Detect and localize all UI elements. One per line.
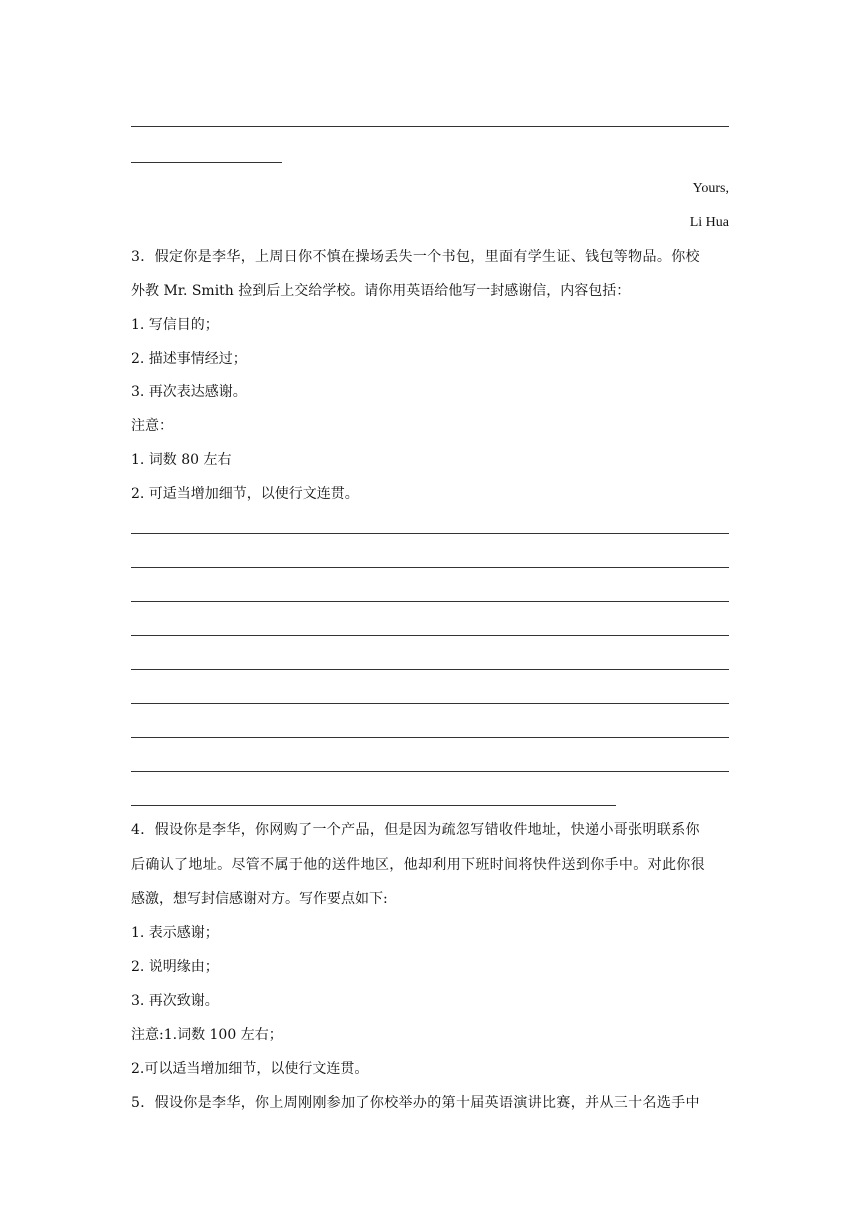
- q4-prompt-line-1: 4．假设你是李华，你网购了一个产品，但是因为疏忽写错收件地址，快递小哥张明联系你: [131, 822, 700, 838]
- q4-note-1: 注意:1.词数 100 左右；: [131, 1027, 283, 1043]
- q4-item-3: 3. 再次致谢。: [131, 993, 219, 1009]
- q4-item-2: 2. 说明缘由；: [131, 959, 219, 975]
- answer-line-short: [131, 805, 616, 806]
- q3-note-1: 1. 词数 80 左右: [131, 452, 232, 468]
- closing-name: Li Hua: [689, 215, 729, 230]
- q4-prompt-line-3: 感激，想写封信感谢对方。写作要点如下:: [131, 891, 388, 907]
- q3-note-label: 注意：: [131, 418, 173, 434]
- q4-note-2: 2.可以适当增加细节，以使行文连贯。: [131, 1061, 369, 1077]
- answer-line: [131, 126, 729, 127]
- q3-item-3: 3. 再次表达感谢。: [131, 384, 247, 400]
- answer-line: [131, 703, 729, 704]
- q3-item-1: 1. 写信目的；: [131, 317, 219, 333]
- answer-line: [131, 669, 729, 670]
- q3-item-2: 2. 描述事情经过；: [131, 351, 247, 367]
- answer-line: [131, 601, 729, 602]
- answer-line: [131, 737, 729, 738]
- q3-prompt-line-1: 3．假定你是李华，上周日你不慎在操场丢失一个书包，里面有学生证、钱包等物品。你校: [131, 249, 700, 265]
- q4-prompt-line-2: 后确认了地址。尽管不属于他的送件地区，他却利用下班时间将快件送到你手中。对此你很: [131, 857, 705, 873]
- answer-line-short: [131, 162, 282, 163]
- answer-line: [131, 771, 729, 772]
- q3-note-2: 2. 可适当增加细节，以使行文连贯。: [131, 486, 359, 502]
- answer-line: [131, 567, 729, 568]
- q5-prompt-line-1: 5．假设你是李华，你上周刚刚参加了你校举办的第十届英语演讲比赛，并从三十名选手中: [131, 1095, 700, 1111]
- q3-prompt-line-2: 外教 Mr. Smith 捡到后上交给学校。请你用英语给他写一封感谢信，内容包括：: [131, 283, 631, 299]
- answer-line: [131, 533, 729, 534]
- closing-salutation: Yours,: [692, 181, 729, 196]
- answer-line: [131, 635, 729, 636]
- q4-item-1: 1. 表示感谢；: [131, 925, 219, 941]
